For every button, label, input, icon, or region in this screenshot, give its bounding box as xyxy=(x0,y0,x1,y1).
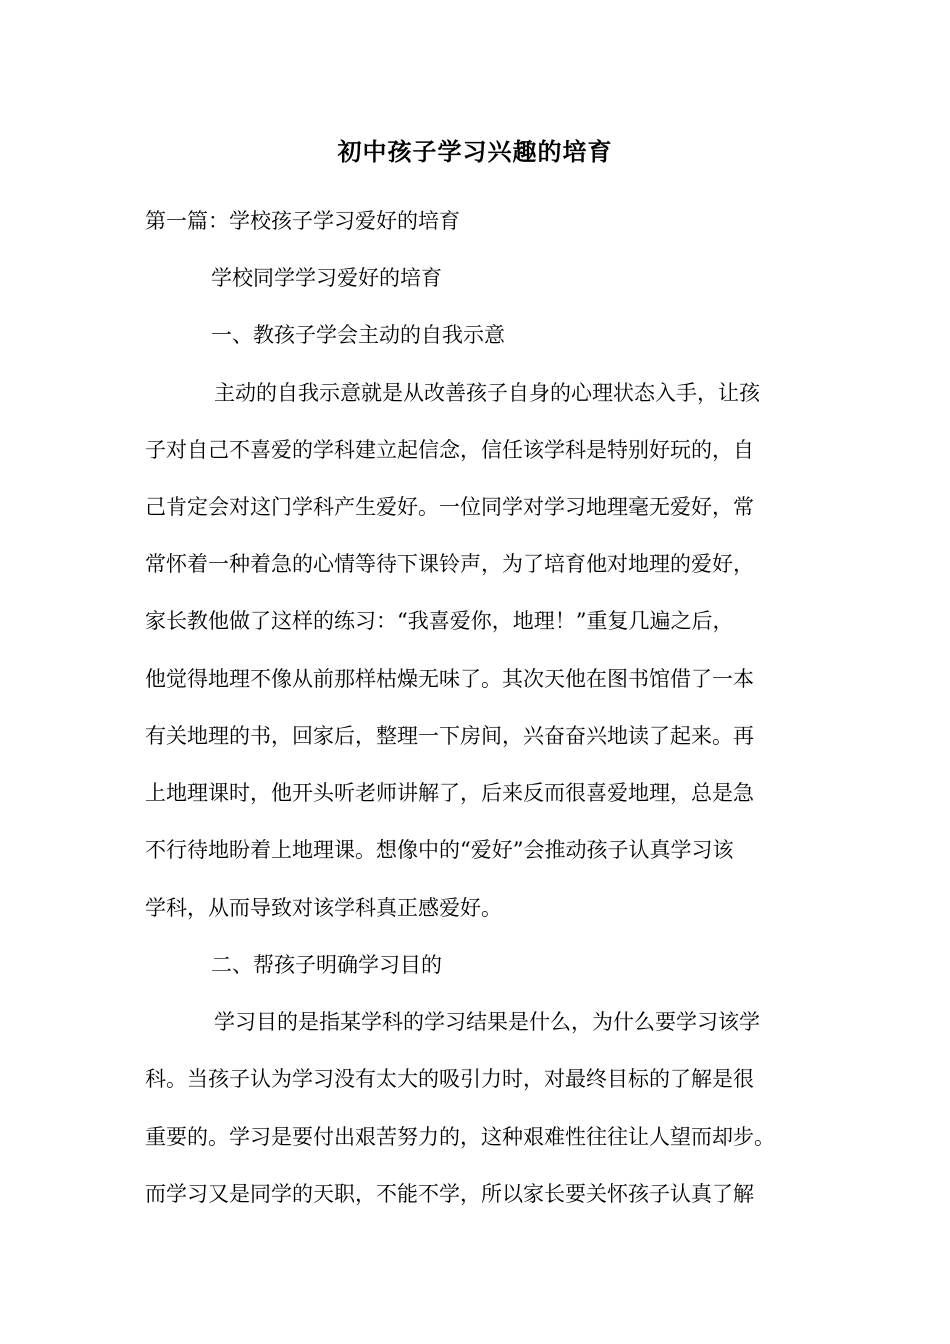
paragraph-two-line: 重要的。学习是要付出艰苦努力的，这种艰难性往往让人望而却步。 xyxy=(145,1125,775,1149)
paragraph-one-line: 学科，从而导致对该学科真正感爱好。 xyxy=(145,896,502,920)
paragraph-one-line: 主动的自我示意就是从改善孩子自身的心理状态入手，让孩 xyxy=(214,381,760,405)
section-heading: 第一篇：学校孩子学习爱好的培育 xyxy=(145,209,460,233)
paragraph-one-line: 他觉得地理不像从前那样枯燥无味了。其次天他在图书馆借了一本 xyxy=(145,667,754,691)
paragraph-one-line: 上地理课时，他开头听老师讲解了，后来反而很喜爱地理，总是急 xyxy=(145,781,754,805)
paragraph-one-line: 家长教他做了这样的练习：“我喜爱你，地理！”重复几遍之后， xyxy=(145,609,734,633)
heading-one: 一、教孩子学会主动的自我示意 xyxy=(211,323,505,347)
paragraph-one-line: 子对自己不喜爱的学科建立起信念，信任该学科是特别好玩的，自 xyxy=(145,438,754,462)
paragraph-two-line: 学习目的是指某学科的学习结果是什么，为什么要学习该学 xyxy=(214,1010,760,1034)
paragraph-two-line: 而学习又是同学的天职，不能不学，所以家长要关怀孩子认真了解 xyxy=(145,1182,754,1206)
paragraph-one-line: 常怀着一种着急的心情等待下课铃声，为了培育他对地理的爱好， xyxy=(145,552,754,576)
paragraph-one-line: 不行待地盼着上地理课。想像中的“爱好”会推动孩子认真学习该 xyxy=(145,838,734,862)
heading-two: 二、帮孩子明确学习目的 xyxy=(211,953,442,977)
paragraph-one-line: 己肯定会对这门学科产生爱好。一位同学对学习地理毫无爱好，常 xyxy=(145,495,754,519)
subtitle: 学校同学学习爱好的培育 xyxy=(211,266,442,290)
paragraph-two-line: 科。当孩子认为学习没有太大的吸引力时，对最终目标的了解是很 xyxy=(145,1067,754,1091)
paragraph-one-line: 有关地理的书，回家后，整理一下房间，兴奋奋兴地读了起来。再 xyxy=(145,724,754,748)
document-title: 初中孩子学习兴趣的培育 xyxy=(337,137,613,166)
